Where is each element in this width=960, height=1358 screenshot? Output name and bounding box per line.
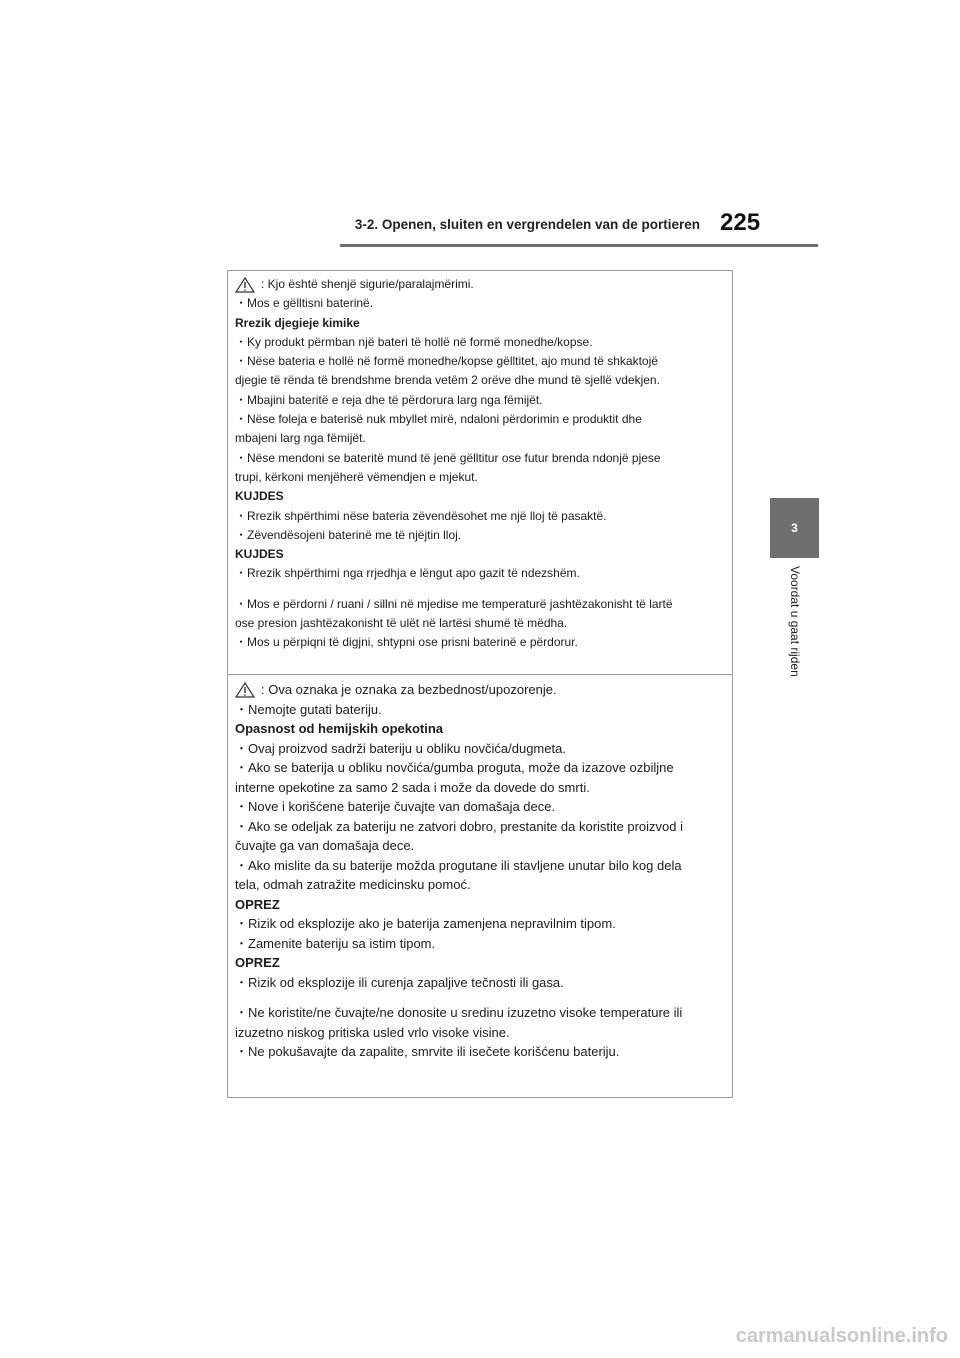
- text-line: ・Ne pokušavajte da zapalite, smrvite ili isečete korišćenu bateriju.: [235, 1044, 620, 1059]
- page-number: 225: [720, 209, 761, 236]
- text-line: ・Zamenite bateriju sa istim tipom.: [235, 935, 436, 951]
- text-line: ・Rizik od eksplozije ako je baterija zamenjena nepravilnim tipom.: [235, 916, 616, 931]
- text-line: ・Ako mislite da su baterije možda progutane ili stavljene unutar bilo kog dela: [235, 857, 682, 873]
- battery-warning-box: [227, 270, 733, 1098]
- text-line: ・Rrezik shpërthimi nëse bateria zëvendësohet me një lloj të pasaktë.: [235, 508, 607, 523]
- text-line: ・Nëse foleja e baterisë nuk mbyllet mirë, ndaloni përdorimin e produktit dhe: [235, 412, 642, 427]
- text-line: ・Zëvendësojeni baterinë me të njëjtin lloj.: [235, 527, 462, 542]
- albanian-warning-section: [228, 275, 732, 653]
- text-line: tela, odmah zatražite medicinsku pomoć.: [235, 877, 471, 892]
- text-line: ose presion jashtëzakonisht të ulët në lartësi shumë të mëdha.: [235, 616, 568, 631]
- text-line: trupi, kërkoni menjëherë vëmendjen e mjekut.: [235, 469, 478, 484]
- caution-heading: OPREZ: [235, 955, 280, 970]
- text-line: ・Ne koristite/ne čuvajte/ne donosite u sredinu izuzetno visoke temperature ili: [235, 1005, 683, 1020]
- warning-text: : Kjo është shenjë sigurie/paralajmërimi.: [261, 277, 474, 291]
- text-line: djegie të rënda të brendshme brenda vetëm 2 orëve dhe mund të sjellë vdekjen.: [235, 373, 660, 388]
- text-line: interne opekotine za samo 2 sada i može da dovede do smrti.: [235, 779, 590, 795]
- text-line: ・Mos e gëlltisni baterinë.: [235, 296, 374, 311]
- chapter-tab: [770, 498, 819, 558]
- text-line: ・Ovaj proizvod sadrži bateriju u obliku novčića/dugmeta.: [235, 740, 566, 756]
- spacer: [235, 992, 732, 1003]
- text-line: ・Nëse bateria e hollë në formë monedhe/kopse gëlltitet, ajo mund të shkaktojë: [235, 354, 658, 369]
- warning-triangle-icon: [235, 682, 255, 698]
- text-line: ・Rrezik shpërthimi nga rrjedhja e lëngut apo gazit të ndezshëm.: [235, 566, 580, 581]
- watermark: carmanualsonline.info: [735, 1325, 948, 1347]
- text-line: ・Nemojte gutati bateriju.: [235, 701, 382, 717]
- caution-heading: KUJDES: [235, 489, 284, 504]
- text-line: čuvajte ga van domašaja dece.: [235, 838, 415, 853]
- text-line: ・Nëse mendoni se bateritë mund të jenë gëlltitur ose futur brenda ndonjë pjese: [235, 450, 661, 465]
- spacer: [235, 584, 732, 595]
- chapter-title: Voordat u gaat rijden: [788, 566, 802, 677]
- text-line: ・Mbajini bateritë e reja dhe të përdorura larg nga fëmijët.: [235, 392, 543, 407]
- text-line: ・Rizik od eksplozije ili curenja zapaljive tečnosti ili gasa.: [235, 974, 564, 990]
- caution-heading: OPREZ: [235, 896, 280, 912]
- text-heading: Rrezik djegieje kimike: [235, 315, 360, 330]
- text-heading: Opasnost od hemijskih opekotina: [235, 721, 444, 736]
- text-line: ・Ako se baterija u obliku novčića/gumba proguta, može da izazove ozbiljne: [235, 760, 674, 775]
- warning-triangle-icon: [235, 277, 255, 293]
- header-rule: [340, 244, 818, 247]
- section-divider: [228, 674, 732, 675]
- warning-heading: [235, 275, 732, 294]
- text-line: ・Ako se odeljak za bateriju ne zatvori dobro, prestanite da koristite proizvod i: [235, 818, 684, 834]
- text-line: ・Mos u përpiqni të digjni, shtypni ose prisni baterinë e përdorur.: [235, 635, 578, 650]
- text-line: ・Ky produkt përmban një bateri të hollë në formë monedhe/kopse.: [235, 334, 593, 349]
- caution-heading: KUJDES: [235, 547, 284, 562]
- warning-text: : Ova oznaka je oznaka za bezbednost/upozorenje.: [261, 682, 557, 697]
- section-title: 3-2. Openen, sluiten en vergrendelen van de portieren: [354, 217, 700, 232]
- chapter-number: 3: [791, 521, 798, 535]
- text-line: izuzetno niskog pritiska usled vrlo visoke visine.: [235, 1024, 510, 1040]
- text-line: mbajeni larg nga fëmijët.: [235, 431, 366, 446]
- text-line: ・Nove i korišćene baterije čuvajte van domašaja dece.: [235, 799, 556, 814]
- serbian-warning-section: [228, 680, 732, 1062]
- warning-heading: [235, 680, 732, 700]
- text-line: ・Mos e përdorni / ruani / sillni në mjedise me temperaturë jashtëzakonisht të lartë: [235, 596, 673, 611]
